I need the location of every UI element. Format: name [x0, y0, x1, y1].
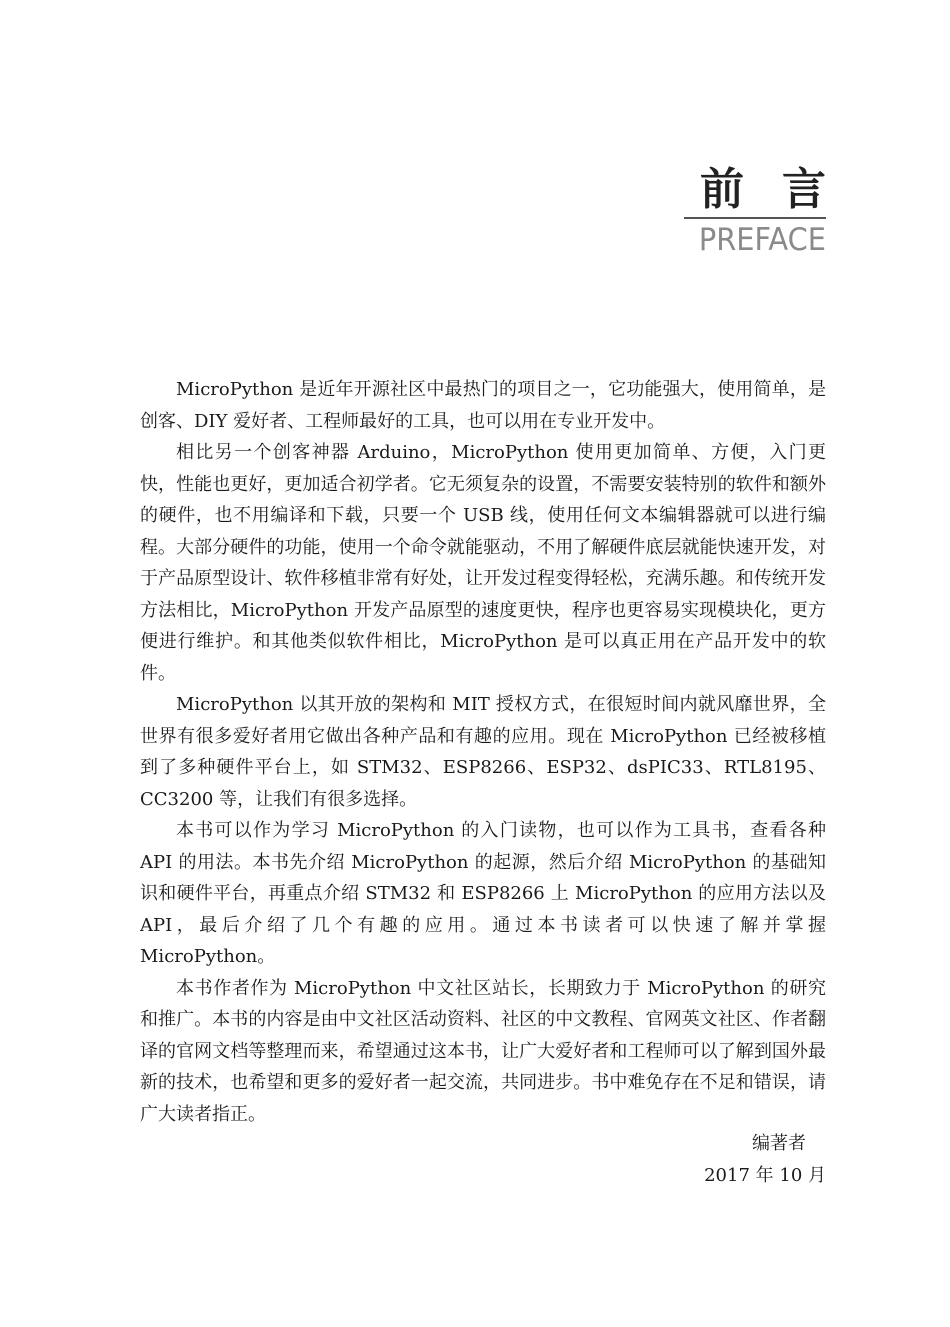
- paragraph: MicroPython 是近年开源社区中最热门的项目之一，它功能强大，使用简单，是创客、DIY 爱好者、工程师最好的工具，也可以用在专业开发中。: [140, 379, 826, 432]
- title-divider: [684, 217, 826, 219]
- signature-date: 2017 年 10 月: [704, 1164, 826, 1186]
- page-title: 前言: [700, 164, 864, 215]
- signature-block: [704, 1128, 826, 1191]
- paragraph: 相比另一个创客神器 Arduino，MicroPython 使用更加简单、方便，入门更快，性能也更好，更加适合初学者。它无须复杂的设置，不需要安装特别的软件和额外的硬件，也不用编译和下载，只要一个 USB 线，使用任何文本编辑器就可以进行编程。大部分硬件的功能，使用一个命令就能驱动，不用了解硬件底层就能快速开发，对于产品原型设计、软件移植非常有好处，让开发过程变得轻松，充满乐趣。和传统开发方法相比，MicroPython 开发产品原型的速度更快，程序也更容易实现模块化，更方便进行维护。和其他类似软件相比，MicroPython 是可以真正用在产品开发中的软件。: [140, 442, 826, 684]
- paragraph: MicroPython 以其开放的架构和 MIT 授权方式，在很短时间内就风靡世界，全世界有很多爱好者用它做出各种产品和有趣的应用。现在 MicroPython 已经被移植到了多种硬件平台上，如 STM32、ESP8266、ESP32、dsPIC33、RTL8195、CC3200 等，让我们有很多选择。: [140, 694, 826, 810]
- paragraph: 本书可以作为学习 MicroPython 的入门读物，也可以作为工具书，查看各种 API 的用法。本书先介绍 MicroPython 的起源，然后介绍 MicroPython 的基础知识和硬件平台，再重点介绍 STM32 和 ESP8266 上 MicroPython 的应用方法以及 API，最后介绍了几个有趣的应用。通过本书读者可以快速了解并掌握 MicroPython。: [140, 820, 826, 967]
- preface-body: [140, 374, 826, 1130]
- preface-header: [684, 164, 864, 259]
- paragraph: 本书作者作为 MicroPython 中文社区站长，长期致力于 MicroPython 的研究和推广。本书的内容是由中文社区活动资料、社区的中文教程、官网英文社区、作者翻译的官网文档等整理而来，希望通过这本书，让广大爱好者和工程师可以了解到国外最新的技术，也希望和更多的爱好者一起交流，共同进步。书中难免存在不足和错误，请广大读者指正。: [140, 977, 826, 1125]
- signature-author: 编著者: [752, 1133, 806, 1154]
- page-subtitle: PREFACE: [698, 222, 826, 258]
